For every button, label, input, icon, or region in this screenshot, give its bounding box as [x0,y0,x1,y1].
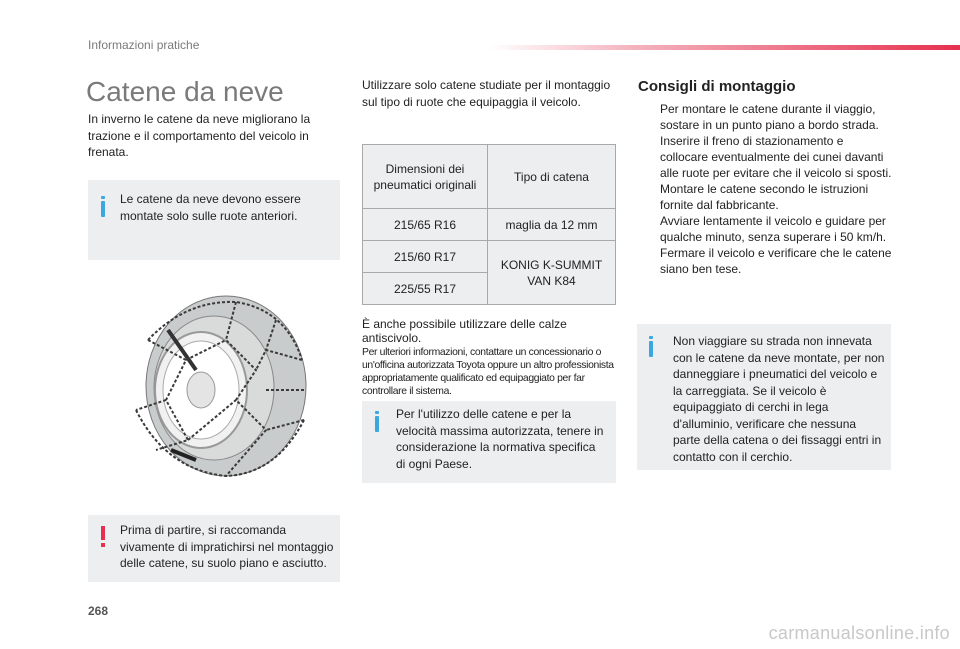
table-header-row [363,145,616,209]
info-text-alloy: Non viaggiare su strada non innevata con le catene da neve montate, per non danneggiare i pneumatici del veicolo e la carreggiata. Se il veicolo è equipaggiato di cerchi in lega d'alluminio, verificare che nessuna parte della catena o dei fissaggi entri in contatto con il cerchio. [673,334,885,464]
section-title: Informazioni pratiche [88,38,200,52]
table-row [363,241,616,273]
table-cell-chain: maglia da 12 mm [488,209,616,241]
info-icon [101,196,105,217]
info-text-speed: Per l'utilizzo delle catene e per la velocità massima autorizzata, tenere in considerazione la normativa specifica di ogni Paese. [396,407,604,471]
table-cell-size: 215/65 R16 [363,209,488,241]
info-icon [375,411,379,432]
table-header-tyre-size: Dimensioni dei pneumatici originali [363,145,488,209]
watermark: carmanualsonline.info [768,623,950,643]
header-accent-line [490,45,960,50]
use-chains-paragraph: Utilizzare solo catene studiate per il montaggio sul tipo di ruote che equipaggia il veicolo. [362,78,611,109]
list-item: Inserire il freno di stazionamento e collocare eventualmente dei cunei davanti alle ruote per evitare che il veicolo si sposti. [660,134,892,180]
table-cell-size: 215/60 R17 [363,241,488,273]
warning-text-practice: Prima di partire, si raccomanda vivamente di impratichirsi nel montaggio delle catene, su suolo piano e asciutto. [120,523,334,570]
info-text-front-wheels: Le catene da neve devono essere montate solo sulle ruote anteriori. [120,192,301,223]
list-item: Montare le catene secondo le istruzioni fornite dal fabbricante. [660,182,869,212]
chain-size-table [362,144,616,305]
info-box-alloy [637,324,891,470]
dealer-paragraph: Per ulteriori informazioni, contattare un concessionario o un'officina autorizzata Toyota oppure un altro professionista appropriatamente qualificato ed equipaggiato per far controllare il sistema. [362,347,614,397]
list-item: Avviare lentamente il veicolo e guidare per qualche minuto, senza superare i 50 km/h. [660,214,887,244]
table-cell-chain: KONIG K-SUMMIT VAN K84 [488,241,616,305]
tips-heading: Consigli di montaggio [638,78,796,95]
tips-list [638,101,893,277]
table-cell-size: 225/55 R17 [363,273,488,305]
list-item: Per montare le catene durante il viaggio, sostare in un punto piano a bordo strada. [660,102,879,132]
page-number: 268 [88,604,109,618]
info-box-speed [362,401,616,483]
socks-paragraph: È anche possibile utilizzare delle calze antiscivolo. [362,317,567,345]
table-row [363,209,616,241]
info-box-front-wheels [88,180,340,260]
snow-chain-wheel-illustration [126,290,311,480]
table-header-chain-type: Tipo di catena [488,145,616,209]
warning-box-practice [88,515,340,582]
info-icon [649,336,653,357]
intro-paragraph: In inverno le catene da neve migliorano la trazione e il comportamento del veicolo in frenata. [88,112,311,159]
list-item: Fermare il veicolo e verificare che le catene siano ben tese. [660,246,892,276]
warning-icon [101,526,105,547]
page-title: Catene da neve [86,76,284,107]
